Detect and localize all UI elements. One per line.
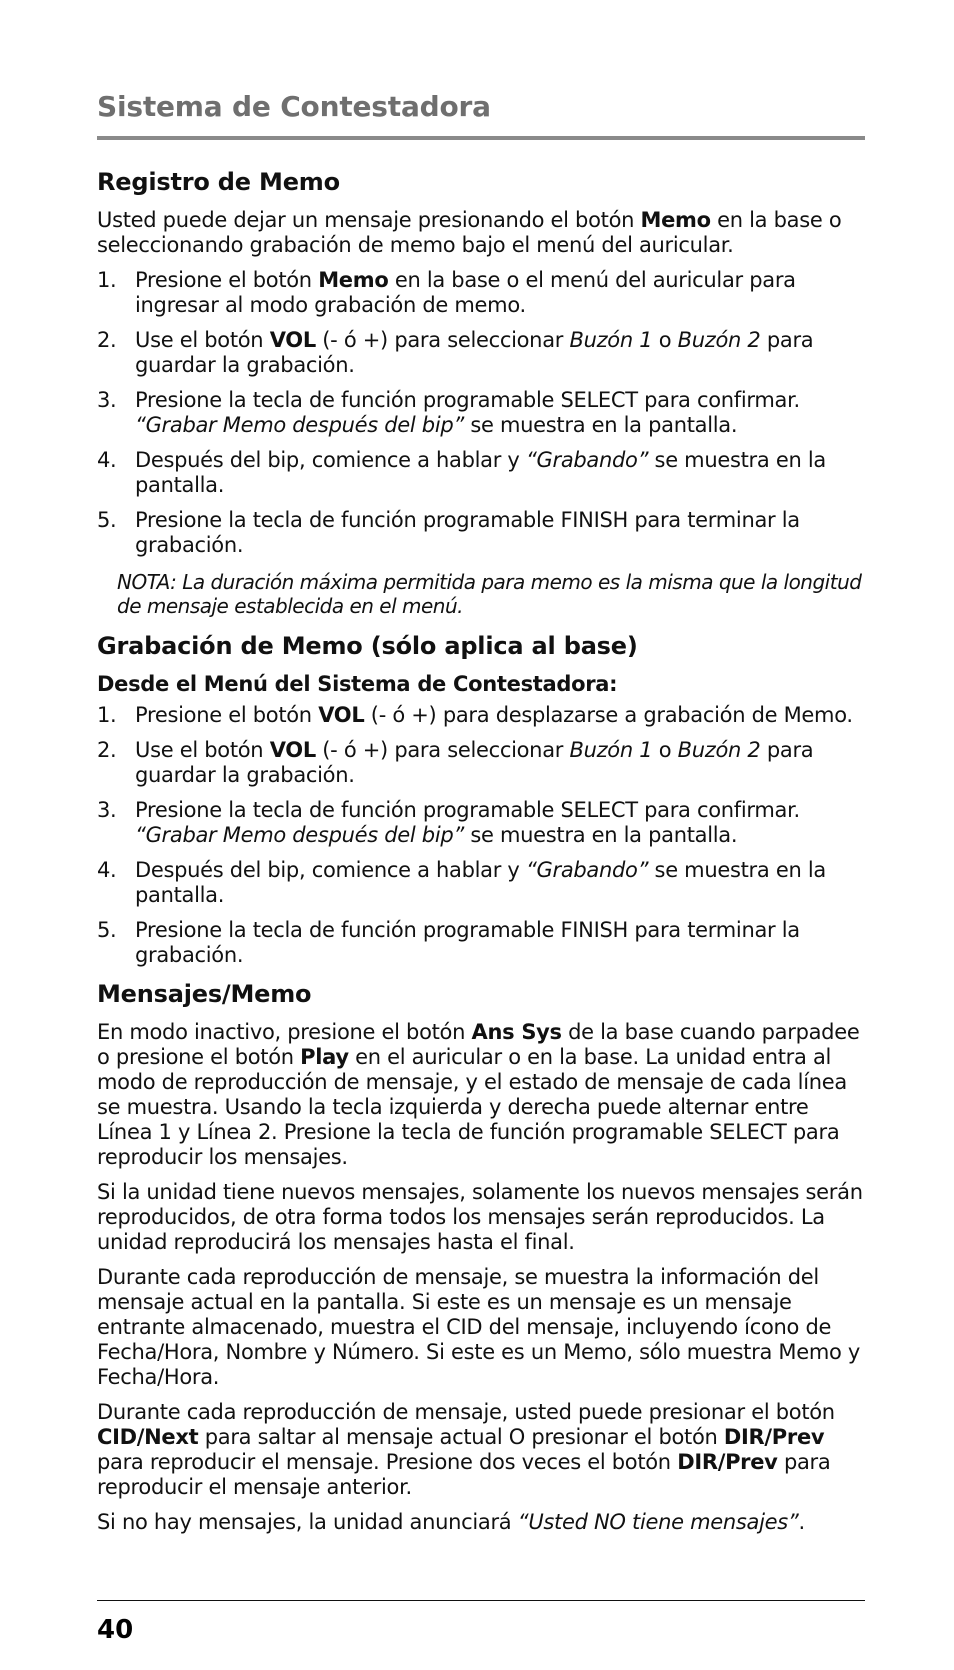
section-heading-registro-memo: Registro de Memo (97, 168, 340, 196)
section1-steps (97, 268, 865, 558)
list-item: 1. Presione el botón Memo en la base o el menú del auricular para ingresar al modo grabación de memo. (97, 268, 796, 317)
section2-steps (97, 703, 865, 968)
section3-paragraph-5: Si no hay mensajes, la unidad anunciará “Usted NO tiene mensajes”. (97, 1510, 805, 1534)
page-footer (97, 1600, 865, 1645)
section3-paragraph-1: En modo inactivo, presione el botón Ans Sys de la base cuando parpadee o presione el botón Play en el auricular o en la base. La unidad entra al modo de reproducción de mensaje, y el estado de mensaje de cada línea se muestra. Usando la tecla izquierda y derecha puede alternar entre Línea 1 y Línea 2. Presione la tecla de función programable SELECT para reproducir los mensajes. (97, 1020, 860, 1169)
section3-paragraph-3: Durante cada reproducción de mensaje, se muestra la información del mensaje actual en la pantalla. Si este es un mensaje es un mensaje entrante almacenado, muestra el CID del mensaje, incluyendo ícono de Fecha/Hora, Nombre y Número. Si este es un Memo, sólo muestra Memo y Fecha/Hora. (97, 1265, 861, 1389)
section-heading-grabacion-memo: Grabación de Memo (sólo aplica al base) (97, 632, 638, 660)
list-item: 3. Presione la tecla de función programable SELECT para confirmar. “Grabar Memo después del bip” se muestra en la pantalla. (97, 798, 800, 847)
list-item: 4. Después del bip, comience a hablar y “Grabando” se muestra en la pantalla. (97, 858, 826, 907)
manual-page (97, 90, 865, 1545)
note-text: NOTA: La duración máxima permitida para memo es la misma que la longitud de mensaje establecida en el menú. (117, 570, 862, 618)
section3-paragraph-4: Durante cada reproducción de mensaje, usted puede presionar el botón CID/Next para saltar al mensaje actual O presionar el botón DIR/Prev para reproducir el mensaje. Presione dos veces el botón DIR/Prev para reproducir el mensaje anterior. (97, 1400, 835, 1499)
header-divider (97, 136, 865, 140)
section-heading-mensajes-memo: Mensajes/Memo (97, 980, 312, 1008)
section3-paragraph-2: Si la unidad tiene nuevos mensajes, solamente los nuevos mensajes serán reproducidos, de otra forma todos los mensajes serán reproducidos. La unidad reproducirá los mensajes hasta el final. (97, 1180, 863, 1254)
list-item: 2. Use el botón VOL (- ó +) para seleccionar Buzón 1 o Buzón 2 para guardar la grabación. (97, 328, 814, 377)
page-header-title: Sistema de Contestadora (97, 90, 491, 123)
footer-divider (97, 1600, 865, 1601)
list-item: 3. Presione la tecla de función programable SELECT para confirmar. “Grabar Memo después del bip” se muestra en la pantalla. (97, 388, 800, 437)
section2-subheading: Desde el Menú del Sistema de Contestadora: (97, 672, 618, 696)
page-number: 40 (97, 1615, 134, 1645)
list-item: 5. Presione la tecla de función programable FINISH para terminar la grabación. (97, 918, 800, 967)
section1-intro: Usted puede dejar un mensaje presionando el botón Memo en la base o seleccionando grabación de memo bajo el menú del auricular. (97, 208, 842, 257)
list-item: 1. Presione el botón VOL (- ó +) para desplazarse a grabación de Memo. (97, 703, 853, 727)
list-item: 5. Presione la tecla de función programable FINISH para terminar la grabación. (97, 508, 800, 557)
list-item: 2. Use el botón VOL (- ó +) para seleccionar Buzón 1 o Buzón 2 para guardar la grabación. (97, 738, 814, 787)
list-item: 4. Después del bip, comience a hablar y “Grabando” se muestra en la pantalla. (97, 448, 826, 497)
